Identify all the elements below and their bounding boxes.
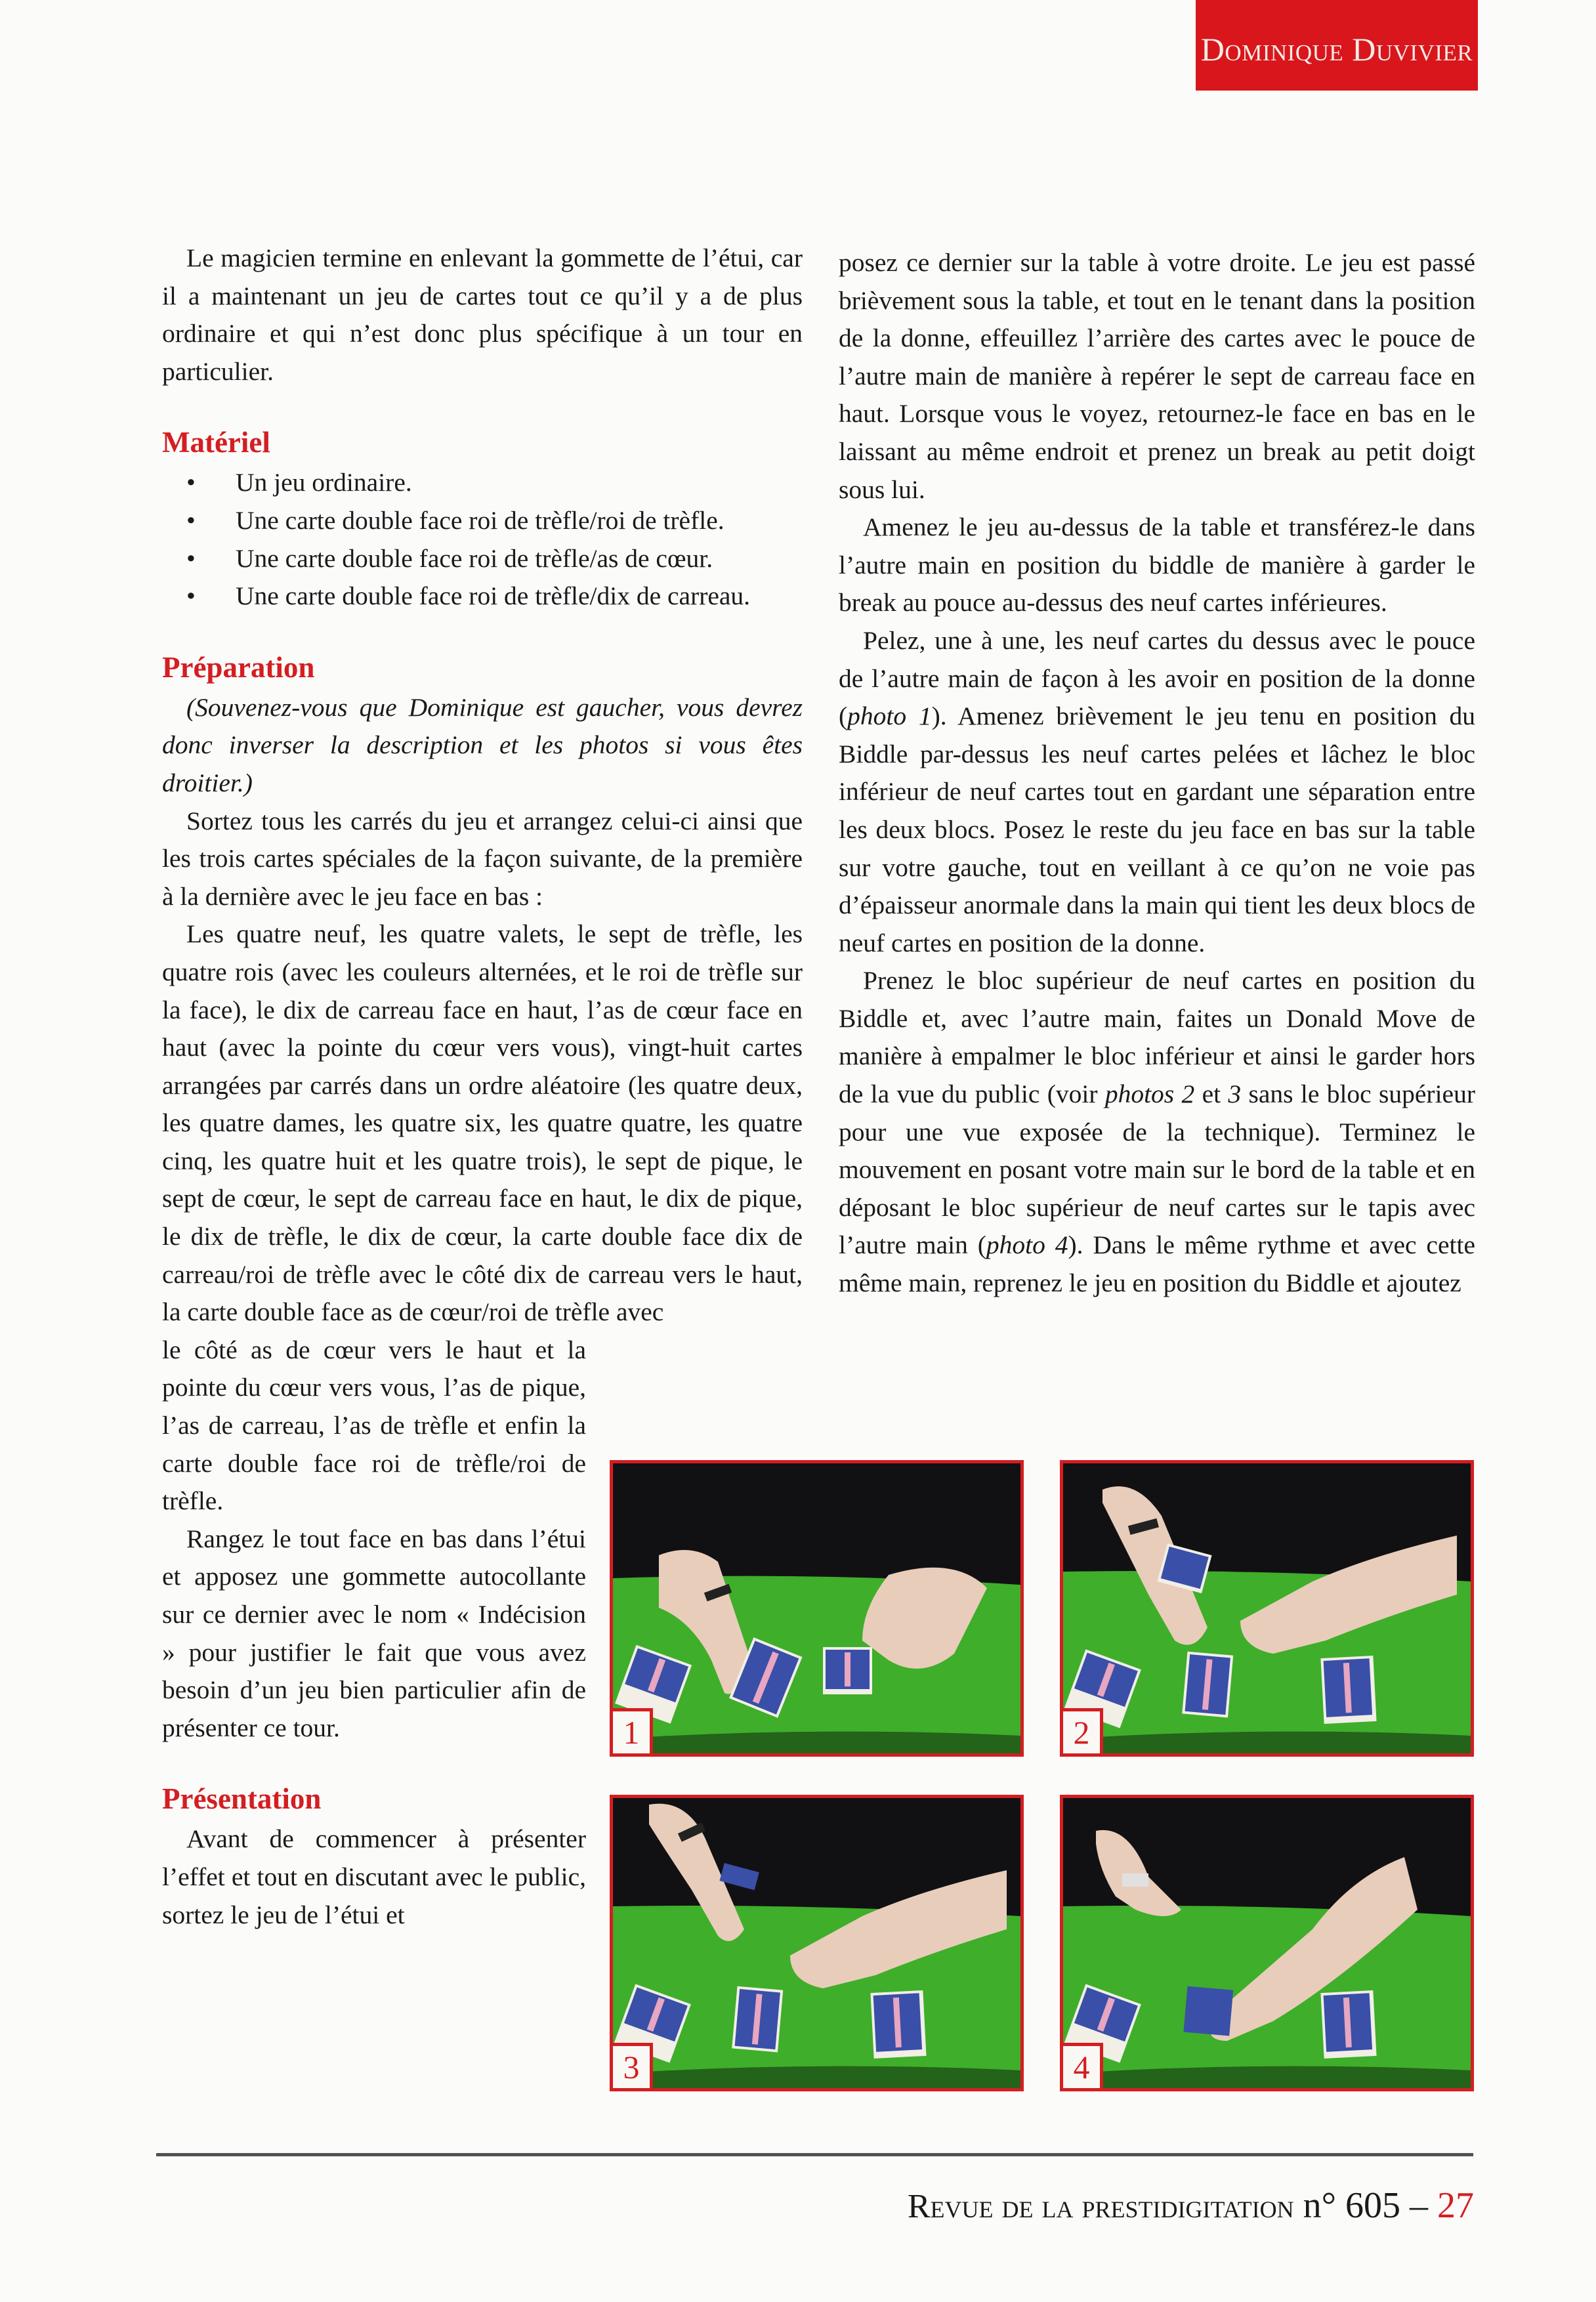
right-paragraph-2: Amenez le jeu au-dessus de la table et transférez-le dans l’autre main en position du biddle de manière à garder le break au pouce au-dessus des neuf cartes inférieures. (839, 513, 1475, 617)
list-item: • Une carte double face roi de trèfle/roi de trèfle. (162, 502, 803, 540)
right-paragraph-4: Prenez le bloc supérieur de neuf cartes en position du Biddle et, avec l’autre main, faites un Donald Move de manière à empalmer le bloc inférieur et ainsi le garder hors de la vue du public (voir photos 2 et 3 sans le bloc supérieur pour une vue exposée de la technique). Terminez le mouvement en posant votre main sur le bord de la table et en déposant le bloc supérieur de neuf cartes sur le tapis avec l’autre main (photo 4). Dans le même rythme et avec cette même main, reprenez le jeu en position du Biddle et ajoutez (839, 966, 1475, 1298)
preparation-paragraph-1: Sortez tous les carrés du jeu et arrangez celui-ci ainsi que les trois cartes spéciales de la façon suivante, de la première à la dernière avec le jeu face en bas : (162, 806, 803, 911)
footer-separator: – (1410, 2185, 1428, 2226)
page-number: 27 (1437, 2185, 1474, 2226)
photo-4 (1060, 1795, 1474, 2091)
list-item: • Une carte double face roi de trèfle/dix de carreau. (162, 577, 803, 616)
right-column (839, 244, 1475, 1303)
issue-number: 605 (1345, 2185, 1400, 2226)
photo-reference: photos 2 (1104, 1079, 1195, 1109)
intro-paragraph: Le magicien termine en enlevant la gommette de l’étui, car il a maintenant un jeu de cartes tout ce qu’il y a de plus ordinaire et qui n’est donc plus spécifique à un tour en particulier. (162, 243, 803, 386)
presentation-paragraph-1: Avant de commencer à présenter l’effet et tout en discutant avec le public, sortez le jeu de l’étui et (162, 1824, 586, 1929)
photo-illustration (1063, 1798, 1471, 2088)
preparation-paragraph-2-continued: le côté as de cœur vers le haut et la pointe du cœur vers vous, l’as de pique, l’as de carreau, l’as de trèfle et enfin la carte double face roi de trèfle/roi de trèfle. (162, 1335, 586, 1516)
right-paragraph-1: posez ce dernier sur la table à votre droite. Le jeu est passé brièvement sous la table, et tout en le tenant dans la position de la donne, effeuillez l’arrière des cartes avec le pouce de l’autre main de manière à repérer le sept de carreau face en haut. Lorsque vous le voyez, retournez-le face en bas en le laissant au même endroit et prenez un break au petit doigt sous lui. (839, 248, 1475, 504)
bullet-icon: • (186, 543, 196, 573)
photo-number: 4 (1063, 2043, 1103, 2088)
photo-illustration (613, 1463, 1020, 1753)
photo-reference: photo 1 (847, 701, 932, 731)
bullet-icon: • (186, 581, 196, 611)
preparation-paragraph-3: Rangez le tout face en bas dans l’étui et apposez une gommette autocollante sur ce dernier avec le nom « Indécision » pour justifier le fait que vous avez besoin d’un jeu bien particulier afin de présenter ce tour. (162, 1524, 586, 1742)
author-banner (1196, 0, 1478, 91)
preparation-paragraph-2: Les quatre neuf, les quatre valets, le sept de trèfle, les quatre rois (avec les couleurs alternées, et le roi de trèfle sur la face), le dix de carreau face en haut, l’as de cœur face en haut (avec la pointe du cœur vers vous), vingt-huit cartes arrangées par carrés dans un ordre aléatoire (les quatre deux, les quatre dames, les quatre six, les quatre quatre, les quatre cinq, les quatre huit et les quatre trois), le sept de pique, le sept de cœur, le sept de carreau face en haut, le dix de pique, le dix de trèfle, le dix de cœur, la carte double face dix de carreau/roi de trèfle avec le côté dix de carreau vers le haut, la carte double face as de cœur/roi de trèfle avec (162, 919, 803, 1327)
page-footer (908, 2184, 1474, 2229)
photo-2 (1060, 1460, 1474, 1757)
photo-number: 1 (613, 1708, 653, 1753)
photo-number: 2 (1063, 1708, 1103, 1753)
author-name: Dominique Duvivier (1200, 31, 1473, 68)
issue-prefix: n° (1303, 2185, 1336, 2226)
photo-illustration (613, 1798, 1020, 2088)
photo-illustration (1063, 1463, 1471, 1753)
list-item: • Une carte double face roi de trèfle/as de cœur. (162, 540, 803, 578)
materiel-list (162, 464, 803, 615)
section-heading-preparation: Préparation (162, 650, 315, 684)
preparation-note: (Souvenez-vous que Dominique est gaucher, vous devrez donc inverser la description et les photos si vous êtes droitier.) (162, 692, 803, 797)
publication-title: Revue de la prestidigitation (907, 2188, 1294, 2225)
photo-number: 3 (613, 2043, 653, 2088)
footer-divider (156, 2153, 1473, 2156)
list-item: • Un jeu ordinaire. (162, 464, 803, 502)
photo-reference: 3 (1228, 1079, 1242, 1109)
bullet-icon: • (186, 505, 196, 535)
photo-reference: photo 4 (986, 1230, 1068, 1260)
bullet-icon: • (186, 468, 196, 497)
photo-1 (610, 1460, 1024, 1757)
section-heading-presentation: Présentation (162, 1782, 322, 1816)
right-paragraph-3: Pelez, une à une, les neuf cartes du dessus avec le pouce de l’autre main de façon à les avoir en position de la donne (photo 1). Amenez brièvement le jeu tenu en position du Biddle par-dessus les neuf cartes pelées et lâchez le bloc inférieur de neuf cartes tout en gardant une séparation entre les deux blocs. Posez le reste du jeu face en bas sur la table sur votre gauche, tout en veillant à ce qu’on ne voie pas d’épaisseur anormale dans la main qui tient les deux blocs de neuf cartes en position de la donne. (839, 625, 1476, 957)
section-heading-materiel: Matériel (162, 426, 270, 459)
narrow-text-block (162, 1331, 586, 1934)
photo-3 (610, 1795, 1024, 2091)
